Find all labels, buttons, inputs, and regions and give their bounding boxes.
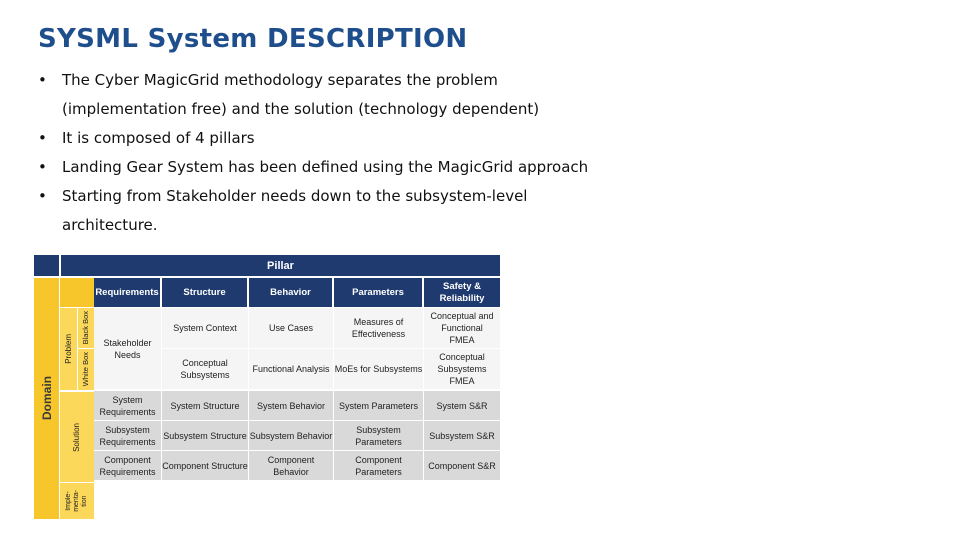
grid-cell: Component Requirements (94, 451, 162, 481)
slide-title: SYSML System DESCRIPTION (38, 24, 468, 54)
col-header-structure: Structure (162, 278, 248, 307)
grid-cell: Subsystem Parameters (334, 421, 424, 451)
bullet-item: • Starting from Stakeholder needs down to the subsystem-level architecture. (38, 182, 598, 240)
grid-cell: Component S&R (424, 451, 500, 481)
col-header-requirements: Requirements (94, 278, 161, 307)
domain-header: Domain (34, 278, 59, 519)
grid-cell: MoEs for Subsystems (334, 349, 424, 390)
white-box-label: White Box (78, 349, 94, 390)
grid-cell: Component Structure (162, 451, 249, 481)
grid-cell: Component Parameters (334, 451, 424, 481)
magicgrid-table (34, 255, 500, 519)
grid-cell: Conceptual and Functional FMEA (424, 308, 500, 349)
header-spacer (60, 278, 94, 307)
grid-cell: Conceptual Subsystems (162, 349, 249, 390)
stakeholder-needs-cell: Stakeholder Needs (94, 308, 162, 390)
col-header-safety: Safety & Reliability (424, 278, 500, 307)
black-box-label: Black Box (78, 308, 94, 349)
grid-cell: System Context (162, 308, 249, 349)
grid-cell: Functional Analysis (249, 349, 334, 390)
bullet-item: • Landing Gear System has been defined using the MagicGrid approach (38, 153, 598, 182)
grid-cell: System Structure (162, 391, 249, 421)
grid-cell: Subsystem Structure (162, 421, 249, 451)
pillar-header: Pillar (60, 255, 500, 276)
bullet-item: • It is composed of 4 pillars (38, 124, 598, 153)
grid-cell: Component Behavior (249, 451, 334, 481)
grid-cell: Subsystem S&R (424, 421, 500, 451)
grid-cell: Conceptual Subsystems FMEA (424, 349, 500, 390)
grid-cell: System Behavior (249, 391, 334, 421)
implementation-group: Imple- menta- tion (60, 483, 94, 519)
solution-group: Solution (60, 391, 94, 482)
corner-cell (34, 255, 59, 276)
bullet-item: • The Cyber MagicGrid methodology separates the problem (implementation free) and the solution (technology dependent) (38, 66, 598, 124)
col-header-parameters: Parameters (334, 278, 423, 307)
grid-cell: System Parameters (334, 391, 424, 421)
grid-cell: System Requirements (94, 391, 162, 421)
problem-group: Problem (60, 308, 78, 390)
bullet-list (38, 66, 598, 240)
grid-cell: System S&R (424, 391, 500, 421)
grid-cell: Use Cases (249, 308, 334, 349)
grid-cell: Subsystem Requirements (94, 421, 162, 451)
grid-cell: Subsystem Behavior (249, 421, 334, 451)
grid-cell: Measures of Effectiveness (334, 308, 424, 349)
col-header-behavior: Behavior (249, 278, 333, 307)
